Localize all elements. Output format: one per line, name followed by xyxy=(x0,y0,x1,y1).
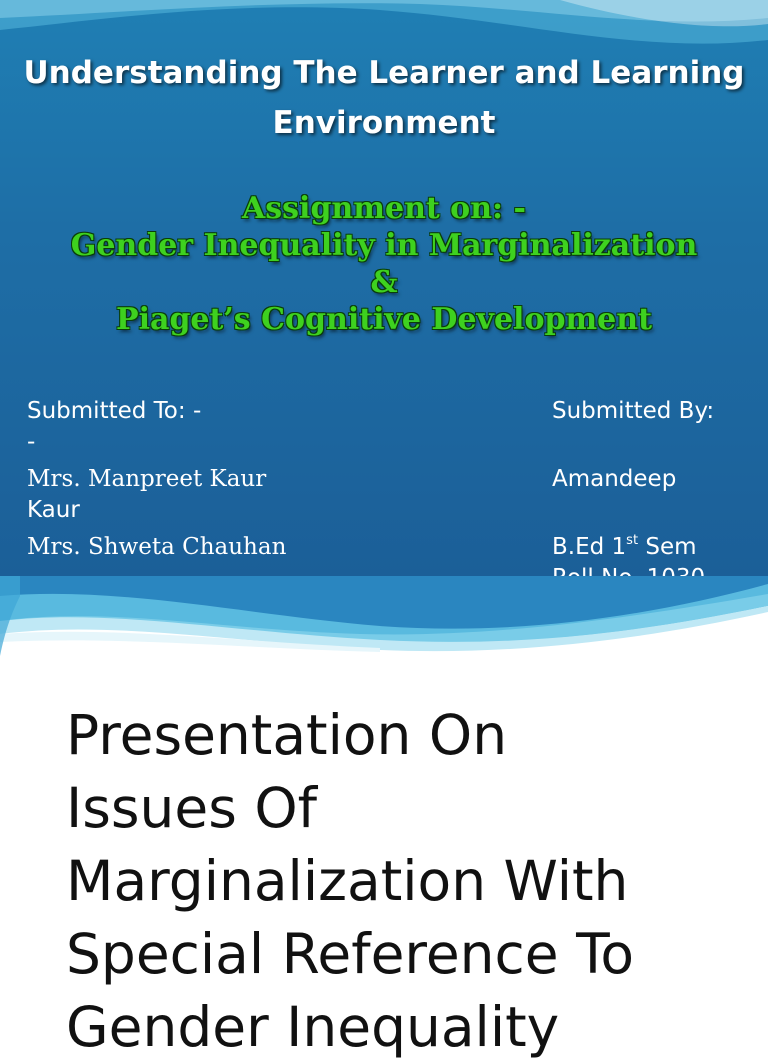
course-suffix: Sem xyxy=(638,534,697,560)
teacher-1-name-wrap: Kaur xyxy=(27,497,80,523)
course-info xyxy=(552,532,752,563)
headline-line-2: Issues Of xyxy=(66,776,318,840)
assignment-line-2: Gender Inequality in Marginalization xyxy=(70,228,698,263)
submitted-to-label-wrap: - xyxy=(27,429,36,455)
headline-line-4: Special Reference To xyxy=(66,922,634,986)
slide-2-headline xyxy=(66,699,756,1064)
title-line-2: Environment xyxy=(272,105,496,141)
submitted-to-label: Submitted To: - xyxy=(27,398,202,424)
assignment-line-3: & xyxy=(370,265,398,300)
submitted-by-label: Submitted By: xyxy=(552,398,715,424)
headline-line-5: Gender Inequality xyxy=(66,995,560,1059)
course-superscript: st xyxy=(626,533,639,548)
assignment-heading xyxy=(0,190,768,338)
teacher-1-name: Mrs. Manpreet Kaur xyxy=(27,466,267,492)
course-prefix: B.Ed 1 xyxy=(552,534,627,560)
headline-line-3: Marginalization With xyxy=(66,849,629,913)
title-line-1: Understanding The Learner and Learning xyxy=(23,55,745,91)
slide-2 xyxy=(0,576,768,1059)
assignment-line-4: Piaget’s Cognitive Development xyxy=(116,302,652,337)
slide-title xyxy=(0,48,768,148)
decorative-wave-graphic xyxy=(0,576,768,676)
student-name: Amandeep xyxy=(552,466,677,492)
assignment-line-1: Assignment on: - xyxy=(242,191,526,226)
headline-line-1: Presentation On xyxy=(66,703,508,767)
teacher-2-name: Mrs. Shweta Chauhan xyxy=(27,534,287,560)
submitted-to-block xyxy=(27,396,327,563)
submitted-by-block xyxy=(552,396,752,583)
